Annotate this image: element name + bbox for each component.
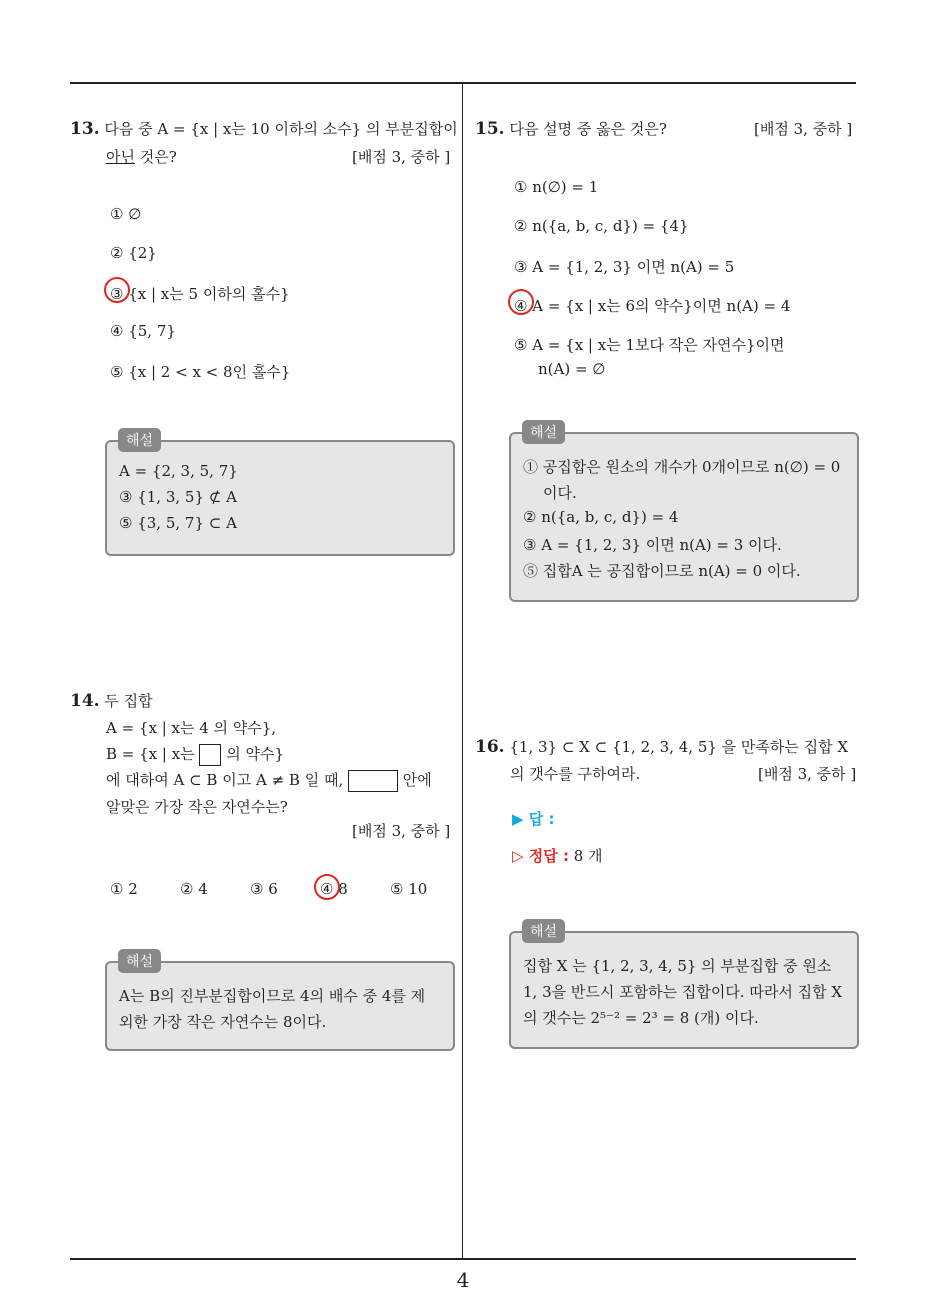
q14-line2: A = {x | x는 4 의 약수},	[106, 719, 277, 737]
column-divider	[462, 82, 463, 1260]
q16-line1: {1, 3} ⊂ X ⊂ {1, 2, 3, 4, 5} 을 만족하는 집합 X	[509, 738, 849, 756]
q14-explain-box	[105, 961, 455, 1051]
q14-option-4[interactable]: ④ 8	[320, 880, 348, 898]
q16-correct-value: 8 개	[573, 847, 603, 865]
q14-option-1[interactable]: ① 2	[110, 880, 138, 898]
q14-option-5[interactable]: ⑤ 10	[390, 880, 428, 898]
q16-number: 16.	[475, 737, 505, 757]
q13-option-2[interactable]: ② {2}	[110, 244, 157, 262]
q13-option-1[interactable]: ① ∅	[110, 205, 142, 223]
q14-line3	[106, 743, 284, 766]
q16-explain-line: 집합 X 는 {1, 2, 3, 4, 5} 의 부분집합 중 원소	[523, 957, 832, 975]
q15-option-4[interactable]: ④ A = {x | x는 6의 약수}이면 n(A) = 4	[514, 297, 791, 315]
q15-explain-line: ① 공집합은 원소의 개수가 0개이므로 n(∅) = 0	[523, 458, 841, 476]
page-number: 4	[456, 1268, 470, 1292]
q13-number: 13.	[70, 119, 100, 139]
q14-line4-a: 에 대하여 A ⊂ B 이고 A ≠ B 일 때,	[106, 771, 344, 789]
q13-explain-line: A = {2, 3, 5, 7}	[119, 462, 238, 480]
q14-line3-b: 의 약수}	[226, 745, 285, 763]
q14-line3-a: B = {x | x는	[106, 745, 195, 763]
q15-number: 15.	[475, 119, 505, 139]
q14-meta: [배점 3, 중하 ]	[352, 822, 451, 840]
q15-stem	[475, 118, 667, 139]
q14-explain-line: A는 B의 진부분집합이므로 4의 배수 중 4를 제	[119, 987, 426, 1005]
top-rule	[70, 82, 856, 84]
q13-explain-tag: 해설	[118, 428, 161, 452]
q14-line4	[106, 769, 432, 792]
q14-blank-small	[199, 744, 221, 766]
q13-meta: [배점 3, 중하 ]	[352, 148, 451, 166]
q15-explain-line: ⑤ 집합A 는 공집합이므로 n(A) = 0 이다.	[523, 562, 801, 580]
q14-number: 14.	[70, 691, 100, 711]
q13-option-3[interactable]: ③ {x | x는 5 이하의 홀수}	[110, 285, 290, 303]
q16-explain-box	[509, 931, 859, 1049]
q16-explain-line: 1, 3을 반드시 포함하는 집합이다. 따라서 집합 X	[523, 983, 843, 1001]
q14-line1: 두 집합	[104, 692, 153, 710]
q13-stem	[70, 118, 458, 139]
q15-meta: [배점 3, 중하 ]	[754, 120, 853, 138]
q15-option-3[interactable]: ③ A = {1, 2, 3} 이면 n(A) = 5	[514, 258, 735, 276]
q15-line1: 다음 설명 중 옳은 것은?	[509, 120, 667, 138]
q13-explain-line: ⑤ {3, 5, 7} ⊂ A	[119, 514, 237, 532]
q13-explain-line: ③ {1, 3, 5} ⊄ A	[119, 488, 237, 506]
q15-explain-tag: 해설	[522, 420, 565, 444]
q13-line2-rest: 것은?	[134, 148, 177, 166]
q14-option-2[interactable]: ② 4	[180, 880, 208, 898]
q16-meta: [배점 3, 중하 ]	[758, 765, 857, 783]
q15-option-5-cont: n(A) = ∅	[538, 360, 606, 378]
q13-option-4[interactable]: ④ {5, 7}	[110, 322, 176, 340]
q15-selected-circle	[508, 289, 534, 315]
q16-answer-label: ▶ 답 :	[512, 810, 555, 828]
q16-correct-label: ▷ 정답 :	[512, 847, 569, 865]
q15-explain-line: 이다.	[543, 484, 577, 502]
q16-line2: 의 갯수를 구하여라.	[510, 765, 641, 783]
q14-selected-circle	[314, 874, 340, 900]
q13-option-5[interactable]: ⑤ {x | 2 < x < 8인 홀수}	[110, 363, 291, 381]
q14-option-3[interactable]: ③ 6	[250, 880, 278, 898]
q14-stem	[70, 690, 153, 711]
q14-line4-b: 안에	[402, 771, 432, 789]
q16-stem	[475, 736, 848, 757]
q15-option-5[interactable]: ⑤ A = {x | x는 1보다 작은 자연수}이면	[514, 336, 785, 354]
q15-option-2[interactable]: ② n({a, b, c, d}) = {4}	[514, 217, 689, 235]
q16-explain-line: 의 갯수는 2⁵⁻² = 2³ = 8 (개) 이다.	[523, 1009, 759, 1027]
q14-blank-wide	[348, 770, 398, 792]
q13-explain-box	[105, 440, 455, 556]
q14-explain-line: 외한 가장 작은 자연수는 8이다.	[119, 1013, 327, 1031]
q16-correct-row	[512, 845, 603, 866]
q16-explain-tag: 해설	[522, 919, 565, 943]
q13-line1: 다음 중 A = {x | x는 10 이하의 소수} 의 부분집합이	[104, 120, 458, 138]
q15-explain-line: ② n({a, b, c, d}) = 4	[523, 508, 679, 526]
q14-line5: 알맞은 가장 작은 자연수는?	[106, 798, 288, 816]
q13-underlined: 아닌	[106, 148, 135, 166]
q13-selected-circle	[104, 277, 130, 303]
q13-line2	[106, 146, 177, 167]
q14-explain-tag: 해설	[118, 949, 161, 973]
bottom-rule	[70, 1258, 856, 1260]
q15-explain-line: ③ A = {1, 2, 3} 이면 n(A) = 3 이다.	[523, 536, 782, 554]
q15-option-1[interactable]: ① n(∅) = 1	[514, 178, 599, 196]
q15-explain-box	[509, 432, 859, 602]
